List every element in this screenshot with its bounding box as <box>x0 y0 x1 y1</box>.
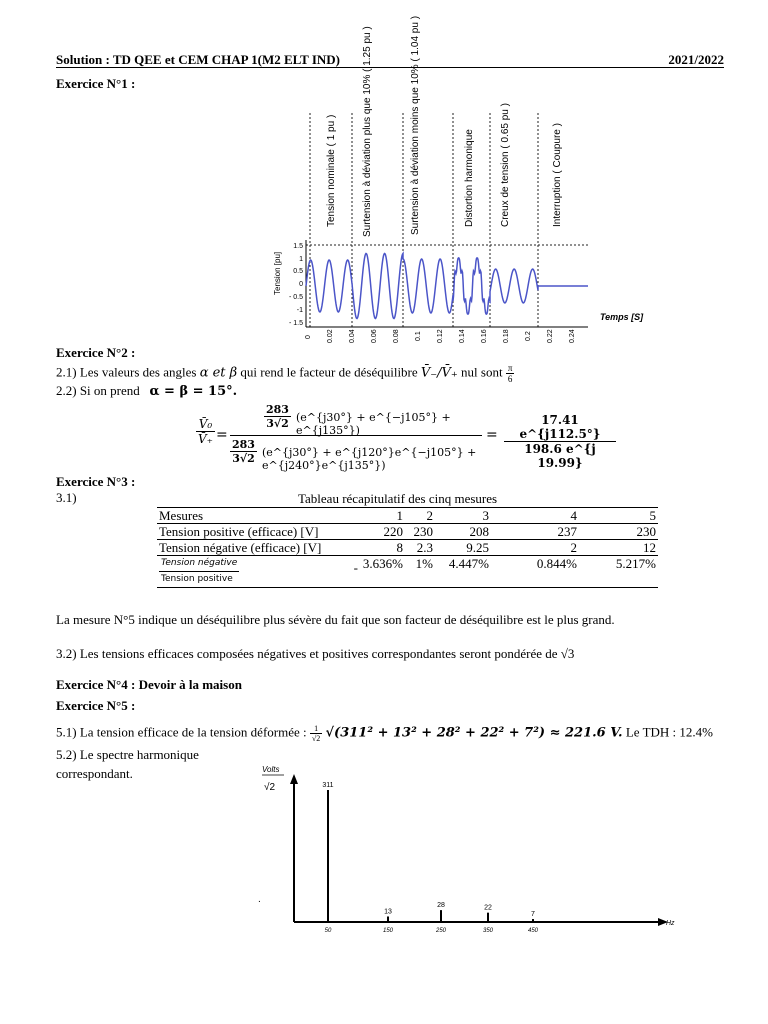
svg-text:0.04: 0.04 <box>349 329 356 343</box>
figure-xlabel: Temps [S] <box>600 312 644 322</box>
ex3-q2: 3.2) Les tensions efficaces composées négatives et positives correspondantes seront pondérée de √3 <box>56 646 575 661</box>
svg-text:-1: -1 <box>296 307 303 314</box>
figure-axes <box>306 240 588 327</box>
spectrum-xlabel: Hz <box>666 920 675 927</box>
page-header <box>56 52 724 68</box>
table-caption: Tableau récapitulatif des cinq mesures <box>298 491 498 506</box>
spectrum-ylabel-den: √2 <box>264 782 276 793</box>
svg-text:1.5: 1.5 <box>293 243 303 250</box>
svg-text:0.22: 0.22 <box>547 329 554 343</box>
header-year: 2021/2022 <box>668 52 724 67</box>
svg-text:0.5: 0.5 <box>293 268 303 275</box>
spectrum-dot: . <box>258 894 261 905</box>
svg-text:0.06: 0.06 <box>371 329 378 343</box>
ex2-q2: 2.2) Si on prend α = β = 15°. <box>56 383 238 399</box>
measurements-table <box>157 507 658 588</box>
ex3-title: Exercice N°3 : <box>56 474 136 489</box>
spectrum-bar-label-250: 28 <box>437 902 445 910</box>
svg-text:0.12: 0.12 <box>437 329 444 343</box>
ex5-title: Exercice N°5 : <box>56 698 136 713</box>
ex5-q2-line2: correspondant. <box>56 766 133 781</box>
table-row: Tension positive (efficace) [V] 220 230 208 237 230 <box>159 524 656 539</box>
spectrum-tick-250: 250 <box>435 928 447 934</box>
col-label-3: Surtension à déviation moins que 10% ( 1.04 pu ) <box>410 15 421 235</box>
eq-result: $\frac{17.41 e\^{}\{j112.5^\circ\}}{198.6 e\^{}\{j 19.99\}}$ <box>504 413 616 470</box>
spectrum-bar-label-150: 13 <box>384 908 392 916</box>
svg-text:0.1: 0.1 <box>415 331 422 341</box>
table-row: Tension négative (efficace) [V] 8 2.3 9.25 2 12 <box>159 540 656 555</box>
svg-text:1: 1 <box>299 256 303 263</box>
spectrum-bar-label-350: 22 <box>484 904 492 912</box>
table-header-row: Mesures 1 2 3 4 5 <box>159 508 656 523</box>
svg-text:0.24: 0.24 <box>569 329 576 343</box>
ex2-equation: $\frac{\text{V̄₀}}{V̄_+}$ = $\frac{283}{3√2}$ (e^{j30°} + e^{−j105°} + e^{j135°}) $\frac{283}{3√2}$ (e^{j30°} + e^{j120°}e^{−j105°} + e^{j240°}e^{j135°}) = $\frac{17.41 e\^{}\{j112.5^\circ\}}{198.6 e\^{}\{j 19.99\}}$ <box>196 403 616 469</box>
spectrum-bars <box>322 782 538 934</box>
figure-xticks <box>305 329 576 343</box>
ex5-q2-line1: 5.2) Le spectre harmonique <box>56 747 199 762</box>
col-label-5: Creux de tension ( 0.65 pu ) <box>500 103 511 227</box>
svg-text:0.14: 0.14 <box>459 329 466 343</box>
eq-lhs: $\frac{\text{V̄₀}}{V̄_+}$ <box>198 417 213 446</box>
svg-text:- 1.5: - 1.5 <box>288 320 303 327</box>
svg-text:0.08: 0.08 <box>393 329 400 343</box>
svg-text:0: 0 <box>305 335 312 339</box>
eq-main-fraction: $\frac{283}{3√2}$ (e^{j30°} + e^{−j105°} + e^{j135°}) $\frac{283}{3√2}$ (e^{j30°} + e^{j120°}e^{−j105°} + e^{j240°}e^{j135°}) <box>230 403 482 468</box>
voltage-waveform <box>306 254 588 319</box>
figure-column-labels <box>326 16 563 237</box>
figure-ylabel: Tension [pu] <box>273 251 282 295</box>
svg-text:0.18: 0.18 <box>503 329 510 343</box>
harmonic-spectrum-chart <box>250 762 690 942</box>
svg-text:0: 0 <box>299 281 303 288</box>
figure-yticks <box>289 243 303 327</box>
header-title: Solution : TD QEE et CEM CHAP 1(M2 ELT IND) <box>56 52 340 67</box>
voltage-disturbance-figure <box>270 15 644 345</box>
figure-dividers <box>306 113 588 327</box>
ex4-title: Exercice N°4 : Devoir à la maison <box>56 677 242 692</box>
col-label-1: Tension nominale ( 1 pu ) <box>326 114 337 227</box>
spectrum-bar-label-50: 311 <box>322 782 334 789</box>
spectrum-tick-350: 350 <box>482 928 494 934</box>
col-label-4: Distortion harmonique <box>464 129 475 227</box>
ex2-q1: 2.1) Les valeurs des angles α et β qui rend le facteur de déséquilibre V̄₋/V̄₊ nul sont $\frac{\pi}{6}$ <box>56 363 513 384</box>
spectrum-tick-50: 50 <box>324 928 332 934</box>
table-ratio-row: $\frac{\text{Tension négative}}{\text{Tension positive}}$ - 3.636% 1% 4.447% 0.844% 5.217% <box>157 556 658 588</box>
svg-text:0.02: 0.02 <box>327 329 334 343</box>
col-label-2: Surtension à déviation plus que 10% ( 1.25 pu ) <box>362 26 373 237</box>
ex5-q1: 5.1) La tension efficace de la tension déformée : $\frac{1}{√2}$ √(311² + 13² + 28² + 22² + 7²) ≈ 221.6 V. Le TDH : 12.4% <box>56 724 713 743</box>
spectrum-tick-150: 150 <box>382 928 394 934</box>
svg-text:0.2: 0.2 <box>525 331 532 341</box>
spectrum-tick-450: 450 <box>527 928 539 934</box>
ex1-title: Exercice N°1 : <box>56 76 136 91</box>
svg-text:0.16: 0.16 <box>481 329 488 343</box>
spectrum-bar-label-450: 7 <box>531 911 535 919</box>
ex2-title: Exercice N°2 : <box>56 345 136 360</box>
svg-text:- 0.5: - 0.5 <box>288 294 303 301</box>
spectrum-ylabel-num: Volts <box>262 765 280 774</box>
ex3-conclusion: La mesure N°5 indique un déséquilibre plus sévère du fait que son facteur de déséquilibre est le plus grand. <box>56 612 615 627</box>
ex3-q1: 3.1) <box>56 490 77 505</box>
col-label-6: Interruption ( Coupure ) <box>552 123 563 227</box>
spectrum-y-arrow <box>290 774 298 784</box>
